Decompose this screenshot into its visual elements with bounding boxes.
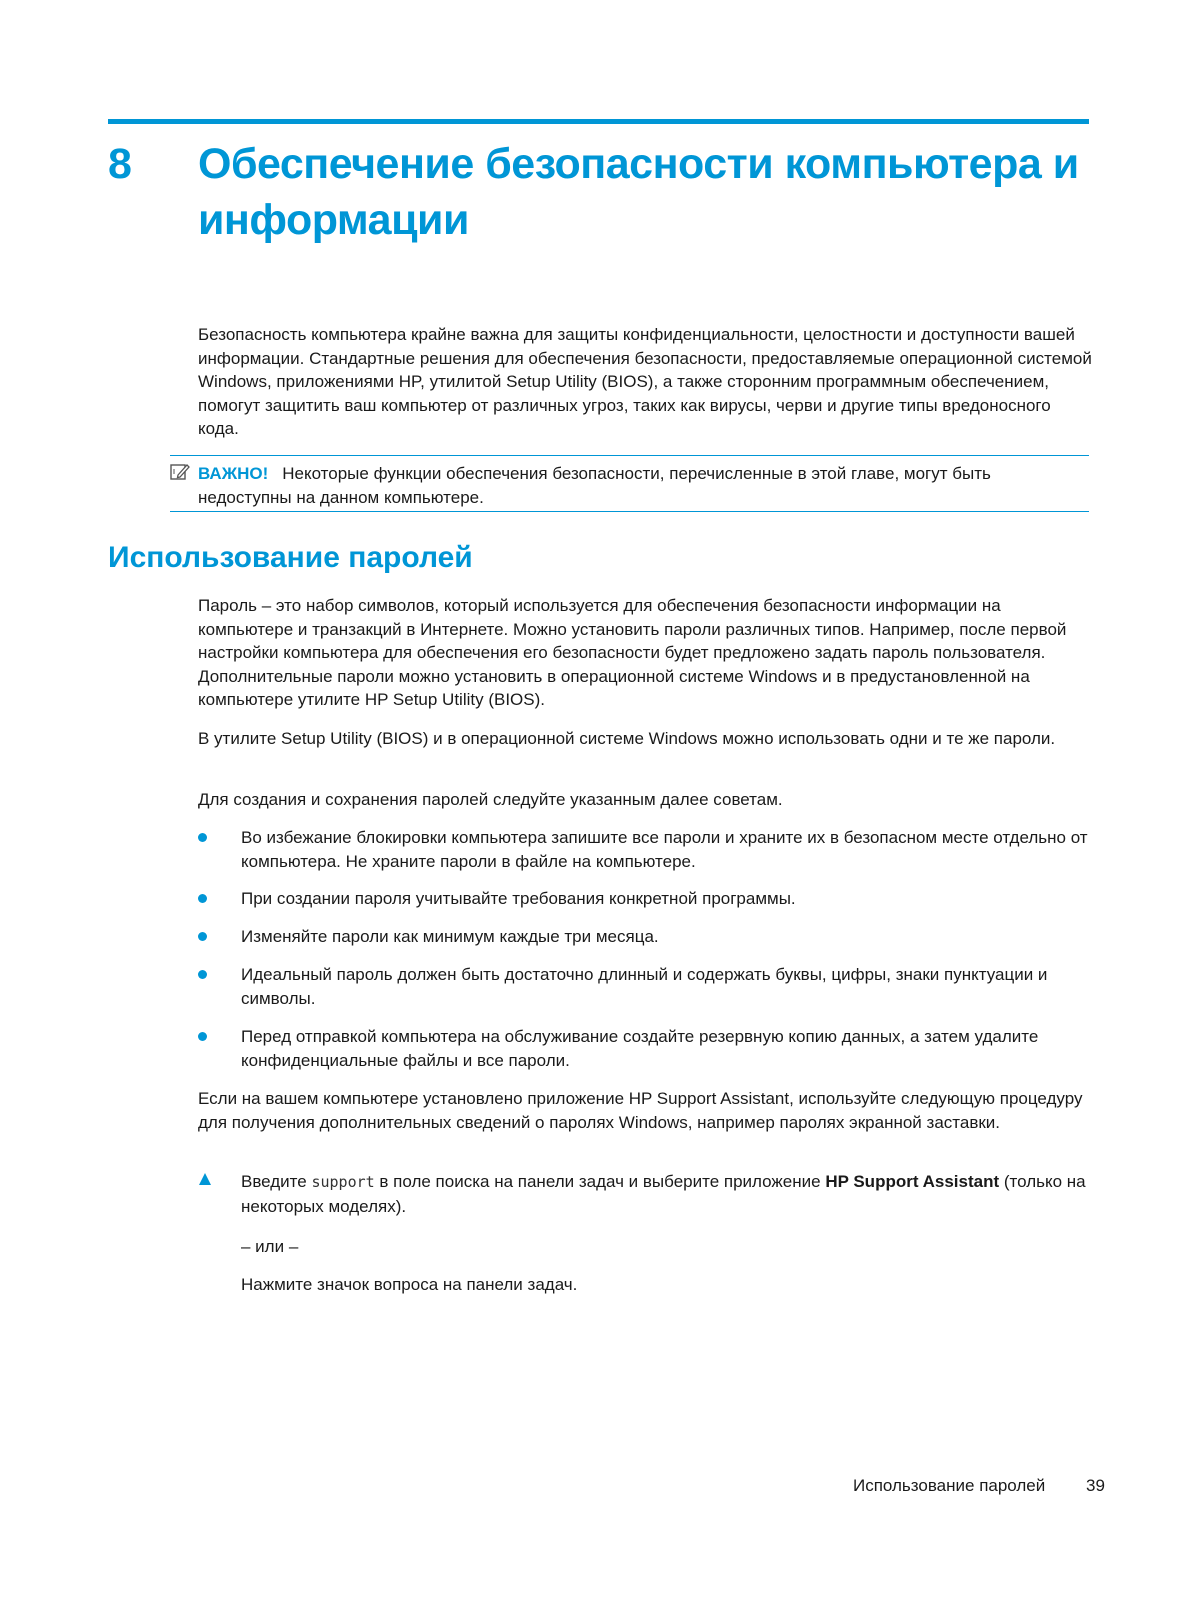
section-title: Использование паролей: [108, 541, 473, 574]
intro-paragraph: Безопасность компьютера крайне важна для защиты конфиденциальности, целостности и доступности вашей информации. Стандартные решения для обеспечения безопасности, предоставляемые операционной системой Windows, приложениями HP, утилитой Setup Utility (BIOS), а также сторонним программным обеспечением, помогут защитить ваш компьютер от различных угроз, таких как вирусы, черви и другие типы вредоносного кода.: [198, 325, 1092, 438]
step-mid: в поле поиска на панели задач и выберите приложение: [379, 1172, 821, 1191]
step-pre: Введите: [241, 1172, 307, 1191]
list-item-text: Во избежание блокировки компьютера запишите все пароли и храните их в безопасном месте отдельно от компьютера. Не храните пароли в файле на компьютере.: [241, 828, 1088, 871]
chapter-title: Обеспечение безопасности компьютера и информации: [198, 140, 1079, 244]
step-triangle-icon: [198, 1172, 212, 1186]
bullet-dot-icon: [198, 833, 207, 842]
bullet-dot-icon: [198, 970, 207, 979]
step-post: (только на некоторых моделях).: [241, 1172, 1086, 1216]
bullet-dot-icon: [198, 1032, 207, 1041]
step-text: [241, 1170, 1091, 1218]
list-item-text: Изменяйте пароли как минимум каждые три месяца.: [241, 927, 659, 946]
section-paragraph-1: Пароль – это набор символов, который используется для обеспечения безопасности информации на компьютере и транзакций в Интернете. Можно установить пароли различных типов. Например, после первой настройки компьютера для обеспечения его безопасности будет предложено задать пароль пользователя. Дополнительные пароли можно установить в операционной системе Windows и в предустановленной на компьютере утилите HP Setup Utility (BIOS).: [198, 596, 1067, 709]
step-app-name: HP Support Assistant: [825, 1172, 1000, 1191]
list-item-text: Идеальный пароль должен быть достаточно длинный и содержать буквы, цифры, знаки пунктуации и символы.: [241, 965, 1048, 1008]
step-code: support: [311, 1173, 375, 1191]
important-note: [170, 455, 1089, 512]
section-paragraph-3: Для создания и сохранения паролей следуйте указанным далее советам.: [198, 790, 783, 809]
list-item-text: При создании пароля учитывайте требования конкретной программы.: [241, 889, 796, 908]
section-paragraph-2: В утилите Setup Utility (BIOS) и в операционной системе Windows можно использовать одни и те же пароли.: [198, 729, 1056, 748]
list-item-text: Перед отправкой компьютера на обслуживание создайте резервную копию данных, а затем удалите конфиденциальные файлы и все пароли.: [241, 1027, 1039, 1070]
chapter-rule: [108, 119, 1089, 124]
note-body: Некоторые функции обеспечения безопасности, перечисленные в этой главе, могут быть недоступны на данном компьютере.: [198, 464, 991, 507]
bullet-dot-icon: [198, 932, 207, 941]
footer-page-number: 39: [1086, 1476, 1105, 1495]
important-label: ВАЖНО!: [198, 464, 269, 483]
bullet-dot-icon: [198, 894, 207, 903]
note-pencil-icon: [170, 462, 190, 482]
chapter-number: 8: [108, 140, 132, 188]
alternative-step: Нажмите значок вопроса на панели задач.: [241, 1275, 578, 1294]
section-paragraph-4: Если на вашем компьютере установлено приложение HP Support Assistant, используйте следующую процедуру для получения дополнительных сведений о паролях Windows, например паролях экранной заставки.: [198, 1089, 1083, 1132]
or-separator: – или –: [241, 1237, 299, 1256]
note-text-block: [198, 462, 1088, 509]
footer-section-title: Использование паролей: [853, 1476, 1046, 1495]
